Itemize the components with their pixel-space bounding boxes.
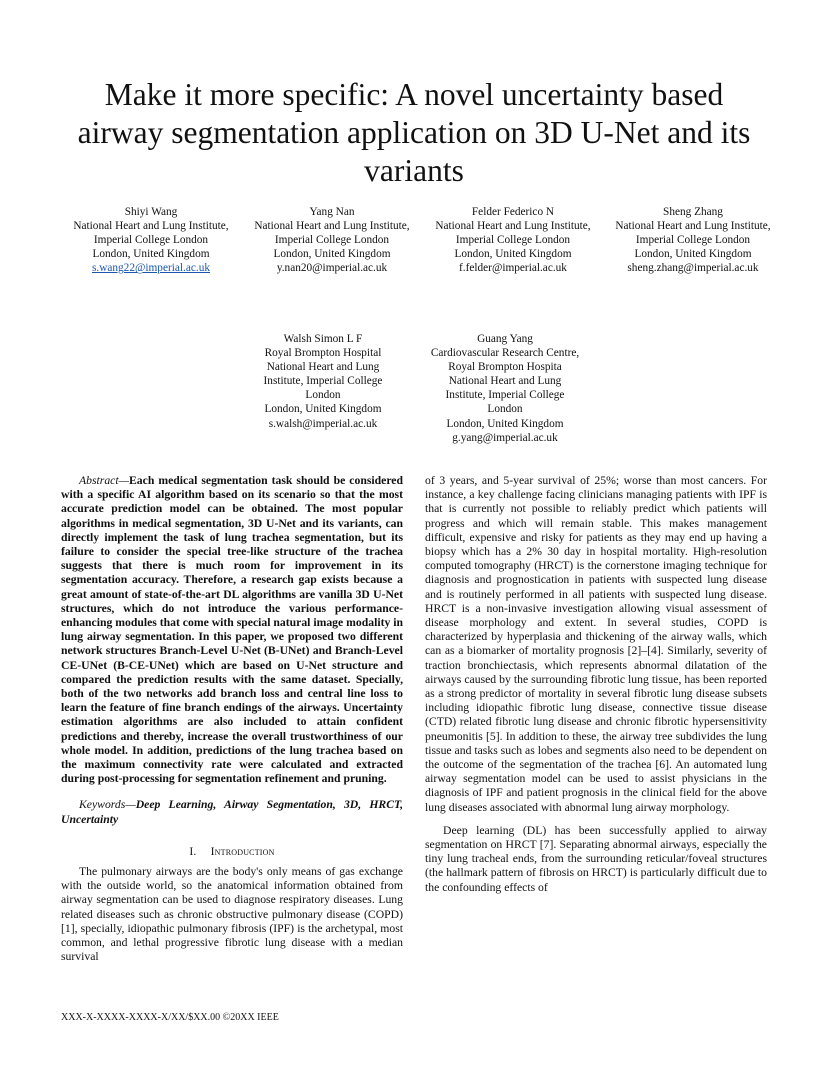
abstract bbox=[61, 474, 403, 786]
author-name: Guang Yang bbox=[477, 333, 533, 345]
body-paragraph: of 3 years, and 5-year survival of 25%; worse than most cancers. For instance, a key challenge facing clinicians managing patients with IPF is that is currently not possible to reliably predict which patients will progress and which will remain stable. This makes management difficult, expensive and risky for patients as they may end up having a biopsy which has a 2% 30 day in hospital mortality. High-resolution computed tomography (HRCT) is the cornerstone imaging technique for diagnosis and prognostication in patients with suspected lung disease and is routinely performed in all patients with suspected lung disease. HRCT is a non-invasive investigation allowing visual assessment of disease morphology and extent. In several studies, COPD is characterized by hyperplasia and thickening of the airway walls, which can as a biomarker of mortality prognosis [2]–[4]. Similarly, severity of traction bronchiectasis, which represents abnormal dilatation of the airways caused by the surrounding fibrotic lung tissue, has been reported as a strong predictor of mortality in several fibrotic lung disease subsets including idiopathic fibrotic lung disease, connective tissue disease (CTD) related fibrotic lung disease and chronic fibrotic hypersensitivity pneumonitis [5]. In addition to these, the airway tree subdivides the lung tissue and tasks such as lobes and segments also need to be dependent on the outcome of the segmentation of the trachea [6]. An automated lung airway segmentation model can be used to assist physicians in the diagnosis of IPF and patient prognosis in the clinical field for the above lung diseases associated with abnormal lung airway morphology. bbox=[425, 474, 767, 814]
author-affiliation: London, United Kingdom bbox=[454, 248, 572, 261]
body-paragraph: The pulmonary airways are the body's only means of gas exchange with the outside world, so the anatomical information obtained from airway segmentation can be used to diagnose respiratory diseases. Lung related diseases such as chronic obstructive pulmonary disease (COPD) [1], specially, idiopathic pulmonary fibrosis (IPF) is the archetypal, most common, and lethal progressive fibrotic lung disease with a median survival bbox=[61, 865, 403, 964]
body-paragraph: Deep learning (DL) has been successfully applied to airway segmentation on HRCT [7]. Separating abnormal airways, especially the tiny lung tracheal ends, from the surrounding reticular/foveal structures (the hallmark pattern of fibrosis on HRCT) is particularly difficult due to the confounding effects of bbox=[425, 823, 767, 894]
author-affiliation: Royal Brompton Hospita bbox=[448, 361, 562, 374]
right-column bbox=[425, 474, 767, 895]
author-affiliation: Institute, Imperial College bbox=[445, 389, 565, 402]
author-affiliation: London bbox=[305, 389, 341, 402]
author-block bbox=[244, 205, 420, 275]
author-affiliation: Imperial College London bbox=[455, 234, 571, 247]
author-affiliation: National Heart and Lung Institute, bbox=[73, 220, 229, 233]
abstract-text: Each medical segmentation task should be considered with a specific AI algorithm based on its scenario so that the most accurate prediction model can be obtained. The most popular algorithms in medical segmentation, 3D U-Net and its variants, can directly implement the task of lung trachea segmentation, but its failure to consider the special tree-like structure of the trachea suggests that there is much room for improvement in its segmentation accuracy. Therefore, a research gap exists because a great amount of state-of-the-art DL algorithms are vanilla 3D U-Net structures, which do not introduce the various performance-enhancing modules that come with special natural image modality in lung airway segmentation. In this paper, we proposed two different network structures Branch-Level U-Net (B-UNet) and Branch-Level CE-UNet (B-CE-UNet) which are based on U-Net structure and compared the prediction results with the same dataset. Specially, both of the two networks add branch loss and central line loss to learn the feature of fine branch endings of the airways. Uncertainty estimation algorithms are also included to attain confident predictions and thereby, increase the overall trustworthiness of our whole model. In addition, predictions of the lung trachea based on the maximum connectivity rate were calculated and extracted during post-processing for segmentation refinement and pruning. bbox=[61, 474, 403, 786]
author-affiliation: Royal Brompton Hospital bbox=[264, 347, 382, 360]
author-name: Sheng Zhang bbox=[663, 206, 723, 218]
author-email-link[interactable]: s.wang22@imperial.ac.uk bbox=[91, 262, 210, 275]
title-line: Make it more specific: A novel uncertainty based bbox=[104, 77, 724, 112]
author-block bbox=[63, 205, 239, 275]
author-affiliation: London, United Kingdom bbox=[634, 248, 752, 261]
author-affiliation: London, United Kingdom bbox=[446, 417, 564, 430]
left-column bbox=[61, 474, 403, 965]
author-affiliation: National Heart and Lung bbox=[448, 375, 562, 388]
author-name: Yang Nan bbox=[309, 206, 355, 218]
author-name: Shiyi Wang bbox=[124, 206, 178, 218]
title-line: variants bbox=[364, 153, 464, 188]
author-email: sheng.zhang@imperial.ac.uk bbox=[627, 262, 759, 275]
paper-title bbox=[40, 76, 788, 190]
author-affiliation: National Heart and Lung bbox=[266, 361, 380, 374]
author-name: Felder Federico N bbox=[471, 206, 555, 218]
keywords bbox=[61, 798, 403, 826]
copyright-footer: XXX-X-XXXX-XXXX-X/XX/$XX.00 ©20XX IEEE bbox=[61, 1012, 279, 1023]
abstract-label: Abstract bbox=[79, 474, 119, 487]
author-affiliation: London, United Kingdom bbox=[92, 248, 210, 261]
author-affiliation: London bbox=[487, 403, 523, 416]
author-name: Walsh Simon L F bbox=[283, 333, 363, 345]
author-block bbox=[248, 332, 398, 431]
author-affiliation: Institute, Imperial College bbox=[263, 375, 383, 388]
author-email: s.walsh@imperial.ac.uk bbox=[268, 417, 378, 430]
author-affiliation: Imperial College London bbox=[93, 234, 209, 247]
author-affiliation: National Heart and Lung Institute, bbox=[254, 220, 410, 233]
section-number: I. bbox=[189, 844, 197, 858]
author-affiliation: London, United Kingdom bbox=[264, 403, 382, 416]
author-email: g.yang@imperial.ac.uk bbox=[452, 431, 558, 444]
title-line: airway segmentation application on 3D U-Net and its bbox=[77, 115, 751, 150]
section-heading bbox=[61, 845, 403, 859]
author-affiliation: Imperial College London bbox=[635, 234, 751, 247]
keywords-text: Deep Learning, Airway Segmentation, 3D, HRCT, Uncertainty bbox=[61, 798, 403, 826]
abstract-dash: — bbox=[118, 474, 130, 487]
author-affiliation: National Heart and Lung Institute, bbox=[435, 220, 591, 233]
keywords-label: Keywords— bbox=[79, 798, 136, 812]
author-block bbox=[605, 205, 781, 275]
author-affiliation: London, United Kingdom bbox=[273, 248, 391, 261]
author-email: y.nan20@imperial.ac.uk bbox=[276, 262, 388, 275]
author-email: f.felder@imperial.ac.uk bbox=[459, 262, 567, 275]
author-block bbox=[420, 332, 590, 445]
author-affiliation: National Heart and Lung Institute, bbox=[615, 220, 771, 233]
author-affiliation: Imperial College London bbox=[274, 234, 390, 247]
author-block bbox=[425, 205, 601, 275]
section-title: Introduction bbox=[210, 844, 275, 858]
author-affiliation: Cardiovascular Research Centre, bbox=[430, 347, 580, 360]
